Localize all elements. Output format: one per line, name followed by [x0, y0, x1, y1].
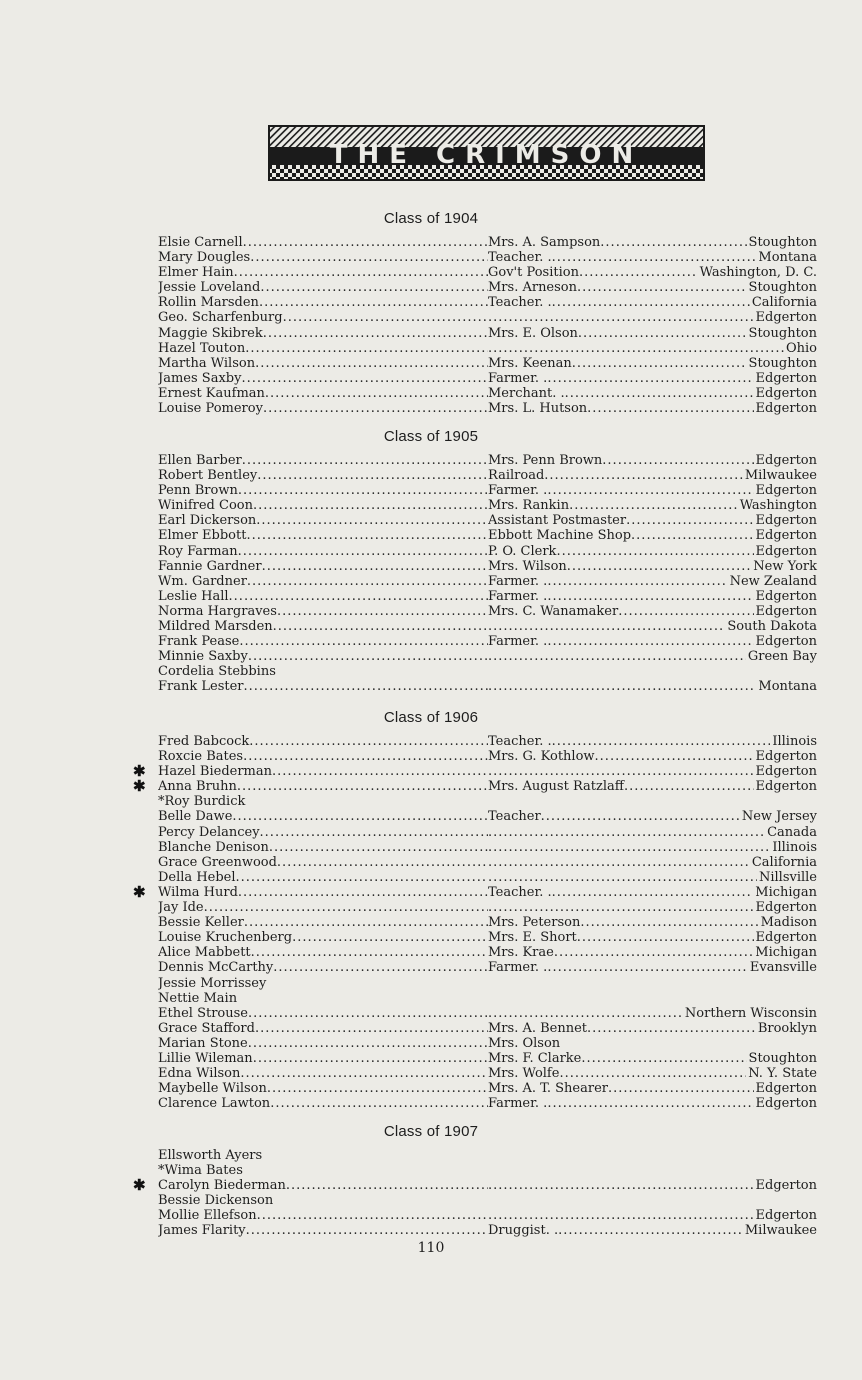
alumni-place: New York — [753, 558, 817, 574]
alumni-name-text: Jessie Loveland — [158, 280, 261, 296]
alumni-name-text: Dennis McCarthy — [158, 960, 274, 976]
alumni-name — [158, 900, 488, 915]
asterisk-mark-icon: ✱ — [133, 1176, 146, 1195]
alumni-occupation-text: Mrs. Krae — [488, 945, 554, 961]
alumni-occupation-text: Mrs. A. Sampson — [488, 235, 601, 250]
alumni-row — [0, 1021, 862, 1036]
alumni-occupation — [488, 734, 817, 749]
alumni-row — [0, 870, 862, 885]
page-number: 110 — [417, 1240, 445, 1256]
alumni-name — [158, 1148, 488, 1163]
alumni-name — [158, 1096, 488, 1111]
alumni-name-text: Fannie Gardner — [158, 558, 262, 574]
alumni-occupation-text: Mrs. August Ratzlaff — [488, 779, 624, 795]
alumni-name — [158, 1193, 488, 1208]
alumni-name — [158, 513, 488, 528]
alumni-name-text: Maggie Skibrek — [158, 325, 263, 341]
alumni-name — [158, 825, 488, 840]
alumni-place: Milwaukee — [744, 1223, 817, 1239]
alumni-name-text: Cordelia Stebbins — [158, 664, 276, 680]
alumni-row — [0, 341, 862, 356]
alumni-row — [0, 310, 862, 325]
alumni-occupation-text: Mrs. Rankin — [488, 498, 570, 514]
alumni-place: New Jersey — [741, 809, 817, 825]
alumni-row — [0, 809, 862, 824]
alumni-name — [158, 371, 488, 386]
alumni-row — [0, 1051, 862, 1066]
alumni-place: Canada — [767, 824, 817, 840]
alumni-place: Edgerton — [755, 385, 817, 401]
alumni-occupation-text: Druggist. . — [488, 1223, 559, 1239]
alumni-name — [158, 870, 488, 885]
section-title: Class of 1906 — [383, 709, 479, 726]
alumni-place: Madison — [760, 915, 817, 931]
alumni-name — [158, 1021, 488, 1036]
alumni-name — [158, 794, 488, 809]
alumni-name-text: Louise Pomeroy — [158, 401, 263, 417]
alumni-place: Stoughton — [748, 235, 817, 250]
alumni-occupation-text: Mrs. C. Wanamaker — [488, 603, 619, 619]
alumni-name — [158, 544, 488, 559]
alumni-occupation-text: Teacher. . — [488, 250, 552, 266]
alumni-place: Edgerton — [755, 1096, 817, 1112]
alumni-occupation-text: Mrs. A. T. Shearer — [488, 1081, 608, 1097]
alumni-name — [158, 840, 488, 855]
alumni-place: Stoughton — [748, 1050, 817, 1066]
alumni-occupation-text: Assistant Postmaster — [488, 513, 627, 529]
alumni-occupation-text: Mrs. E. Short — [488, 930, 577, 946]
alumni-place: Brooklyn — [757, 1020, 817, 1036]
alumni-occupation-text: Teacher. . — [488, 295, 552, 311]
alumni-occupation-text: Teacher — [488, 809, 541, 825]
alumni-name-text: Mildred Marsden — [158, 619, 273, 635]
alumni-row — [0, 356, 862, 371]
alumni-list — [0, 453, 862, 695]
alumni-row — [0, 1096, 862, 1111]
alumni-name-text: Blanche Denison — [158, 839, 269, 855]
alumni-name — [158, 764, 488, 779]
alumni-occupation-text: Farmer. . — [488, 588, 548, 604]
alumni-row — [0, 764, 862, 779]
asterisk-mark-icon: ✱ — [133, 762, 146, 781]
alumni-row — [0, 280, 862, 295]
alumni-name-text: Minnie Saxby — [158, 649, 248, 665]
alumni-name — [158, 749, 488, 764]
alumni-occupation-text: Farmer. . — [488, 960, 548, 976]
alumni-list — [0, 1148, 862, 1239]
alumni-name — [158, 885, 488, 900]
alumni-name-text: Bessie Dickenson — [158, 1193, 274, 1209]
alumni-occupation-text: Teacher. . — [488, 884, 552, 900]
alumni-name-text: Hazel Biederman — [158, 764, 273, 780]
alumni-name — [158, 295, 488, 310]
alumni-name — [158, 1036, 488, 1051]
alumni-name-text: Marian Stone — [158, 1035, 248, 1051]
alumni-name — [158, 634, 488, 649]
alumni-place: Montana — [758, 250, 817, 266]
alumni-name — [158, 386, 488, 401]
alumni-row — [0, 634, 862, 649]
alumni-occupation-text: Mrs. Wilson — [488, 558, 567, 574]
alumni-occupation-text: Mrs. G. Kothlow — [488, 749, 595, 765]
alumni-row — [0, 1223, 862, 1238]
alumni-name-text: Winifred Coon — [158, 498, 253, 514]
alumni-list — [0, 734, 862, 1111]
alumni-row — [0, 1066, 862, 1081]
alumni-name — [158, 341, 488, 356]
alumni-row — [0, 649, 862, 664]
alumni-name-text: Della Hebel — [158, 869, 236, 885]
alumni-place: Green Bay — [747, 649, 817, 665]
alumni-place: South Dakota — [727, 619, 817, 635]
alumni-row — [0, 1036, 862, 1051]
alumni-name-text: Alice Mabbett — [158, 945, 251, 961]
alumni-name — [158, 1223, 488, 1238]
alumni-place: Edgerton — [755, 930, 817, 946]
alumni-place: Edgerton — [755, 1208, 817, 1224]
alumni-occupation-text: Ebbott Machine Shop — [488, 528, 632, 544]
alumni-place: Edgerton — [755, 1178, 817, 1194]
alumni-name — [158, 945, 488, 960]
alumni-row — [0, 544, 862, 559]
alumni-row — [0, 295, 862, 310]
alumni-name-text: Ellsworth Ayers — [158, 1148, 263, 1163]
alumni-list — [0, 235, 862, 416]
alumni-name-text: Grace Greenwood — [158, 854, 277, 870]
alumni-name — [158, 453, 488, 468]
alumni-row — [0, 1163, 862, 1178]
alumni-row — [0, 235, 862, 250]
alumni-name-text: Frank Pease — [158, 634, 240, 650]
alumni-occupation-text: Mrs. Peterson — [488, 915, 581, 931]
alumni-name — [158, 734, 488, 749]
alumni-name-text: Norma Hargraves — [158, 603, 277, 619]
alumni-place: Edgerton — [755, 634, 817, 650]
alumni-place: Nillsville — [758, 869, 817, 885]
alumni-name-text: Earl Dickerson — [158, 513, 257, 529]
alumni-name-text: Louise Kruchenberg — [158, 930, 293, 946]
alumni-name-text: Anna Bruhn — [158, 779, 237, 795]
alumni-name-text: *Roy Burdick — [158, 794, 246, 810]
alumni-name — [158, 976, 488, 991]
alumni-name — [158, 589, 488, 604]
alumni-name-text: James Saxby — [158, 370, 242, 386]
alumni-row — [0, 498, 862, 513]
alumni-name-text: Elmer Hain — [158, 265, 234, 281]
alumni-name — [158, 960, 488, 975]
alumni-place: Montana — [758, 679, 817, 695]
alumni-row — [0, 825, 862, 840]
alumni-name — [158, 1051, 488, 1066]
alumni-name — [158, 1006, 488, 1021]
alumni-name — [158, 235, 488, 250]
alumni-row — [0, 589, 862, 604]
alumni-occupation-text: P. O. Clerk — [488, 543, 557, 559]
alumni-place: Edgerton — [755, 401, 817, 417]
alumni-row — [0, 528, 862, 543]
alumni-name-text: Percy Delancey — [158, 824, 260, 840]
alumni-occupation-text: Mrs. E. Olson — [488, 325, 578, 341]
alumni-name — [158, 401, 488, 416]
alumni-name-text: Fred Babcock — [158, 734, 250, 749]
alumni-place: Edgerton — [755, 483, 817, 499]
alumni-row — [0, 559, 862, 574]
alumni-occupation — [488, 840, 817, 855]
alumni-row — [0, 945, 862, 960]
alumni-row — [0, 840, 862, 855]
alumni-row — [0, 882, 862, 901]
alumni-place: Edgerton — [755, 764, 817, 780]
alumni-name — [158, 528, 488, 543]
alumni-row — [0, 250, 862, 265]
alumni-name-text: Jay Ide — [158, 900, 204, 916]
alumni-row — [0, 915, 862, 930]
alumni-occupation-text: Farmer. . — [488, 573, 548, 589]
alumni-place: Edgerton — [755, 528, 817, 544]
alumni-row — [0, 371, 862, 386]
alumni-name — [158, 559, 488, 574]
alumni-row — [0, 794, 862, 809]
alumni-row — [0, 1193, 862, 1208]
alumni-name — [158, 1081, 488, 1096]
alumni-place: Edgerton — [755, 453, 817, 468]
alumni-name-text: Ethel Strouse — [158, 1005, 248, 1021]
alumni-row — [0, 855, 862, 870]
alumni-name-text: Roxcie Bates — [158, 749, 244, 765]
alumni-name-text: Edna Wilson — [158, 1066, 241, 1082]
alumni-name — [158, 250, 488, 265]
alumni-place: Michigan — [755, 945, 817, 961]
alumni-name — [158, 619, 488, 634]
alumni-row — [0, 1081, 862, 1096]
alumni-name — [158, 280, 488, 295]
section-title: Class of 1905 — [383, 428, 479, 445]
alumni-place: Edgerton — [755, 588, 817, 604]
alumni-name — [158, 1178, 488, 1193]
alumni-row — [0, 265, 862, 280]
alumni-place: Edgerton — [755, 603, 817, 619]
alumni-row — [0, 513, 862, 528]
alumni-name-text: Maybelle Wilson — [158, 1081, 267, 1097]
alumni-occupation-text: Mrs. Keenan — [488, 355, 572, 371]
alumni-name — [158, 649, 488, 664]
alumni-name — [158, 1066, 488, 1081]
alumni-name-text: Martha Wilson — [158, 355, 256, 371]
alumni-place: Stoughton — [748, 280, 817, 296]
alumni-occupation-text: Farmer. . — [488, 370, 548, 386]
alumni-name-text: Rollin Marsden — [158, 295, 259, 311]
alumni-place: Edgerton — [755, 1081, 817, 1097]
masthead-title: THE CRIMSON — [329, 140, 644, 170]
alumni-occupation-text: Farmer. . — [488, 483, 548, 499]
alumni-name — [158, 326, 488, 341]
alumni-occupation-text: Gov't Position — [488, 265, 579, 281]
alumni-place: Evansville — [749, 960, 817, 976]
alumni-row — [0, 900, 862, 915]
alumni-place: Edgerton — [755, 310, 817, 326]
alumni-name — [158, 310, 488, 325]
alumni-occupation-text: Merchant. . — [488, 385, 565, 401]
alumni-name-text: Bessie Keller — [158, 915, 244, 931]
alumni-name — [158, 265, 488, 280]
alumni-name-text: Ellen Barber — [158, 453, 242, 468]
alumni-name — [158, 483, 488, 498]
alumni-row — [0, 779, 862, 794]
alumni-row — [0, 1208, 862, 1223]
alumni-row — [0, 930, 862, 945]
alumni-place: Ohio — [785, 340, 817, 356]
alumni-name-text: Elmer Ebbott — [158, 528, 247, 544]
alumni-row — [0, 960, 862, 975]
alumni-name-text: Robert Bentley — [158, 468, 258, 484]
alumni-row — [0, 1148, 862, 1163]
alumni-row — [0, 976, 862, 991]
alumni-place: Illinois — [772, 839, 817, 855]
alumni-place: Stoughton — [748, 325, 817, 341]
alumni-name-text: Ernest Kaufman — [158, 385, 265, 401]
alumni-row — [0, 386, 862, 401]
alumni-place: Edgerton — [755, 370, 817, 386]
alumni-row — [0, 468, 862, 483]
alumni-name — [158, 779, 488, 794]
alumni-name — [158, 991, 488, 1006]
alumni-row — [0, 401, 862, 416]
alumni-row — [0, 483, 862, 498]
alumni-name-text: Mollie Ellefson — [158, 1208, 257, 1224]
alumni-name-text: Leslie Hall — [158, 588, 229, 604]
section-title: Class of 1904 — [383, 210, 479, 227]
alumni-row — [0, 749, 862, 764]
alumni-place: N. Y. State — [748, 1066, 817, 1082]
alumni-occupation-text: Farmer. . — [488, 634, 548, 650]
alumni-place: Edgerton — [755, 513, 817, 529]
alumni-row — [0, 734, 862, 749]
alumni-occupation-text: Farmer. . — [488, 1096, 548, 1112]
alumni-row — [0, 574, 862, 589]
alumni-name — [158, 498, 488, 513]
alumni-row — [0, 664, 862, 679]
alumni-row — [0, 326, 862, 341]
alumni-place: Washington — [739, 498, 817, 514]
alumni-name — [158, 468, 488, 483]
alumni-name — [158, 930, 488, 945]
alumni-occupation-text: Teacher. . — [488, 734, 552, 749]
alumni-occupation-text: Mrs. A. Bennet — [488, 1020, 588, 1036]
alumni-name — [158, 855, 488, 870]
alumni-place: New Zealand — [729, 573, 817, 589]
alumni-name-text: Nettie Main — [158, 990, 238, 1006]
alumni-place: California — [751, 295, 817, 311]
alumni-place: California — [751, 854, 817, 870]
alumni-name-text: Wilma Hurd — [158, 884, 238, 900]
alumni-name-text: Frank Lester — [158, 679, 244, 695]
alumni-row — [0, 1178, 862, 1193]
asterisk-mark-icon: ✱ — [133, 777, 146, 796]
alumni-occupation-text: Railroad — [488, 468, 545, 484]
alumni-name-text: Elsie Carnell — [158, 235, 243, 250]
alumni-place: Edgerton — [755, 779, 817, 795]
alumni-row — [0, 604, 862, 619]
alumni-row — [0, 991, 862, 1006]
alumni-occupation-text: Mrs. Olson — [488, 1035, 561, 1051]
alumni-name-text: Geo. Scharfenburg — [158, 310, 283, 326]
masthead-logo — [268, 125, 705, 181]
asterisk-mark-icon: ✱ — [133, 882, 146, 901]
alumni-occupation-text: Mrs. Arneson — [488, 280, 578, 296]
alumni-occupation — [488, 341, 817, 356]
alumni-place: Northern Wisconsin — [684, 1005, 817, 1021]
alumni-name — [158, 809, 488, 824]
alumni-name-text: Penn Brown — [158, 483, 238, 499]
alumni-name-text: Roy Farman — [158, 543, 238, 559]
alumni-name-text: Wm. Gardner — [158, 573, 247, 589]
alumni-name — [158, 604, 488, 619]
alumni-name-text: Hazel Touton — [158, 340, 246, 356]
alumni-occupation-text: Mrs. L. Hutson — [488, 401, 588, 417]
alumni-name-text: Grace Stafford — [158, 1020, 255, 1036]
alumni-name-text: Clarence Lawton — [158, 1096, 271, 1112]
alumni-row — [0, 619, 862, 634]
alumni-place: Michigan — [755, 884, 817, 900]
alumni-name-text: Belle Dawe — [158, 809, 233, 825]
alumni-occupation — [488, 1036, 817, 1051]
alumni-place: Edgerton — [755, 749, 817, 765]
alumni-name — [158, 574, 488, 589]
alumni-occupation-text: Mrs. Wolfe — [488, 1066, 560, 1082]
section-title: Class of 1907 — [383, 1123, 479, 1140]
alumni-row — [0, 453, 862, 468]
alumni-row — [0, 1006, 862, 1021]
alumni-place: Washington, D. C. — [699, 265, 817, 281]
alumni-place: Edgerton — [755, 900, 817, 916]
alumni-name-text: *Wima Bates — [158, 1163, 243, 1179]
alumni-name — [158, 679, 488, 694]
alumni-name-text: Lillie Wileman — [158, 1050, 253, 1066]
alumni-place: Illinois — [772, 734, 817, 749]
alumni-name — [158, 356, 488, 371]
alumni-name — [158, 1208, 488, 1223]
alumni-place: Edgerton — [755, 543, 817, 559]
alumni-place: Milwaukee — [744, 468, 817, 484]
alumni-name — [158, 915, 488, 930]
alumni-occupation-text: Mrs. Penn Brown — [488, 453, 603, 468]
alumni-place: Stoughton — [748, 355, 817, 371]
alumni-name-text: Carolyn Biederman — [158, 1178, 286, 1194]
alumni-occupation-text: Mrs. F. Clarke — [488, 1050, 582, 1066]
alumni-name — [158, 664, 488, 679]
alumni-name-text: Jessie Morrissey — [158, 975, 267, 991]
alumni-name-text: James Flarity — [158, 1223, 246, 1239]
alumni-name — [158, 1163, 488, 1178]
alumni-row — [0, 679, 862, 694]
alumni-name-text: Mary Dougles — [158, 250, 251, 266]
crimson-logo-icon — [268, 125, 705, 181]
